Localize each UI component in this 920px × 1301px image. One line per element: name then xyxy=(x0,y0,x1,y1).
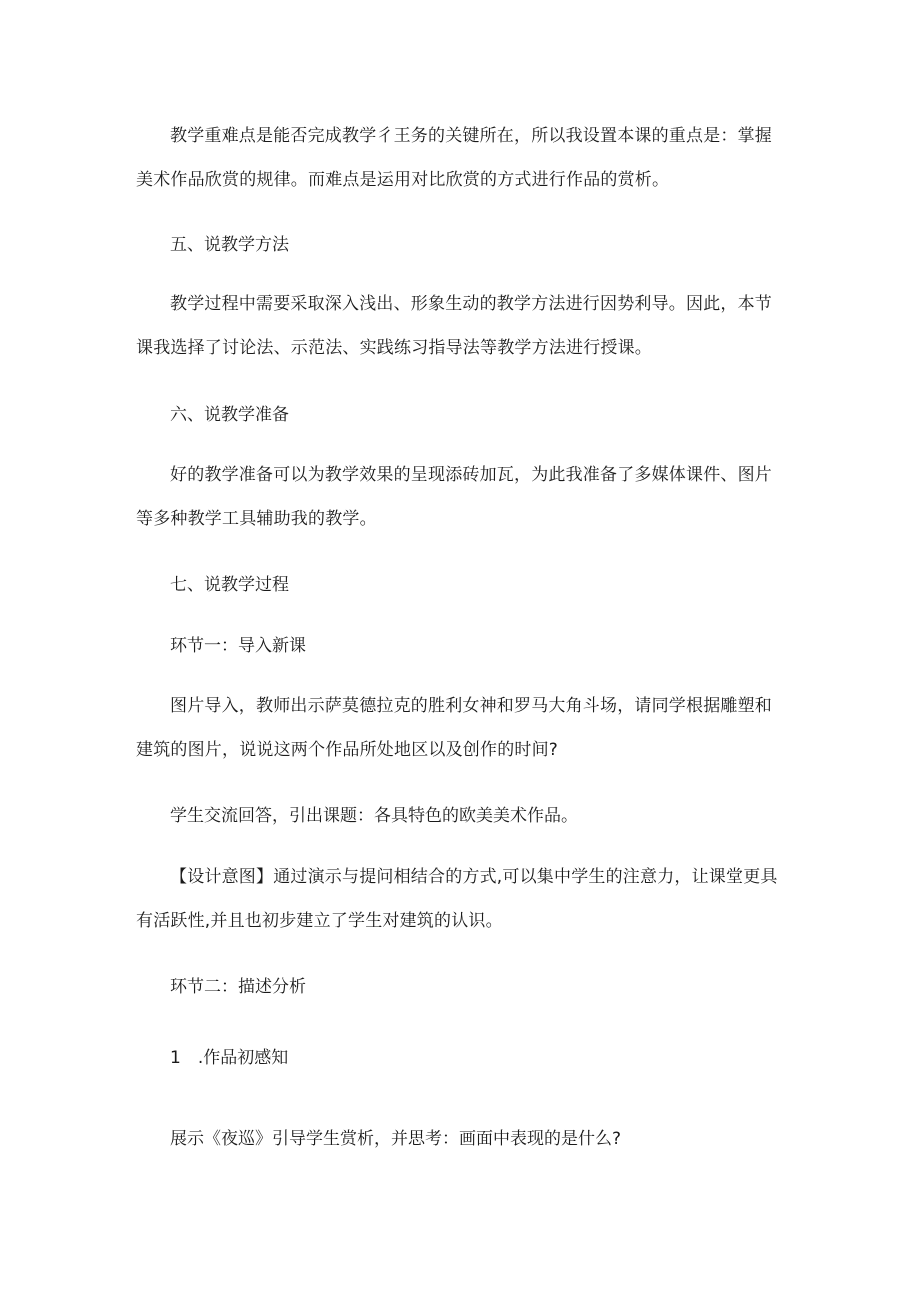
paragraph-intro-images: 图片导入，教师出示萨莫德拉克的胜利女神和罗马大角斗场，请同学根据雕塑和建筑的图片，说说这两个作品所处地区以及创作的时间? xyxy=(136,696,772,760)
paragraph-teaching-methods: 教学过程中需要采取深入浅出、形象生动的教学方法进行因势利导。因此，本节课我选择了讨论法、示范法、实践练习指导法等教学方法进行授课。 xyxy=(136,294,772,358)
paragraph-student-answer: 学生交流回答，引出课题：各具特色的欧美美术作品。 xyxy=(170,806,578,826)
paragraph-key-points: 教学重难点是能否完成教学彳王务的关键所在，所以我设置本课的重点是：掌握美术作品欣赏的规律。而难点是运用对比欣赏的方式进行作品的赏析。 xyxy=(136,126,772,190)
section-2-title: 环节二：描述分析 xyxy=(170,977,306,997)
heading-teaching-methods: 五、说教学方法 xyxy=(170,235,289,255)
paragraph-teaching-preparation: 好的教学准备可以为教学效果的呈现添砖加瓦，为此我准备了多媒体课件、图片等多种教学工具辅助我的教学。 xyxy=(136,465,772,529)
heading-teaching-preparation: 六、说教学准备 xyxy=(170,405,289,425)
item-1-title: 1 .作品初感知 xyxy=(170,1048,289,1068)
paragraph-design-intent: 【设计意图】通过演示与提问相结合的方式,可以集中学生的注意力，让课堂更具有活跃性,并且也初步建立了学生对建筑的认识。 xyxy=(136,867,778,931)
heading-teaching-process: 七、说教学过程 xyxy=(170,575,289,595)
section-1-title: 环节一：导入新课 xyxy=(170,636,306,656)
paragraph-night-watch: 展示《夜巡》引导学生赏析，并思考：画面中表现的是什么? xyxy=(170,1129,622,1149)
